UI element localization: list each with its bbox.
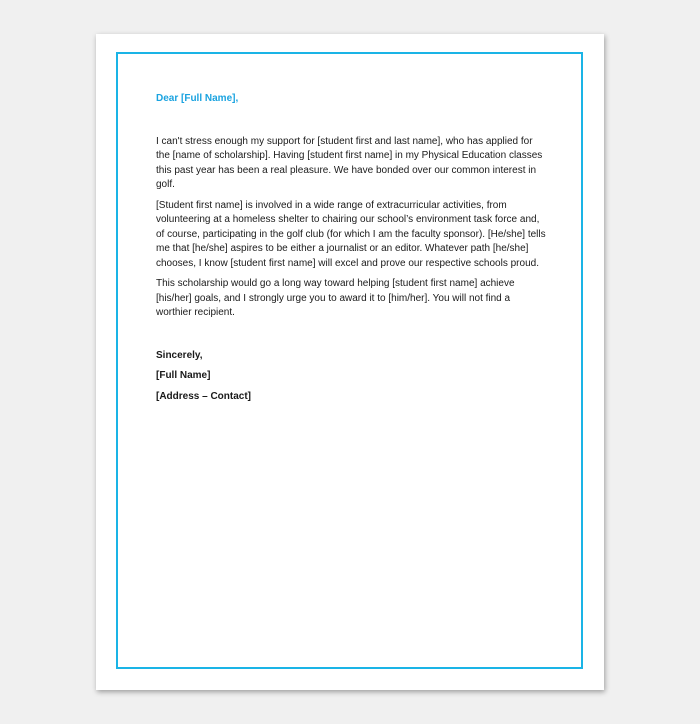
letter-paragraph-2: [Student first name] is involved in a wide range of extracurricular activities, from volunteering at a homeless shelter to chairing our school’s environment task force and, of course, participating in the golf club (for which I am the faculty sponsor). [He/she] tells me that [he/she] aspires to be either a journalist or an editor. Whatever path [he/she] chooses, I know [student first name] will excel and prove our respective schools proud. <box>156 199 546 269</box>
letter-body <box>156 92 546 410</box>
letter-greeting: Dear [Full Name], <box>156 93 239 104</box>
signature-address: [Address – Contact] <box>156 390 252 402</box>
letter-paragraph-1: I can't stress enough my support for [student first and last name], who has applied for the [name of scholarship]. Having [student first name] in my Physical Education classes this past year has been a real pleasure. We have bonded over our common interest in golf. <box>156 135 543 190</box>
letter-paragraph-3: This scholarship would go a long way toward helping [student first name] achieve [his/her] goals, and I strongly urge you to award it to [him/her]. You will not find a worthier recipient. <box>156 278 515 318</box>
letter-closing-block <box>156 349 546 405</box>
letter-closing: Sincerely, <box>156 349 203 361</box>
letter-page <box>96 34 604 690</box>
signature-name: [Full Name] <box>156 370 211 381</box>
